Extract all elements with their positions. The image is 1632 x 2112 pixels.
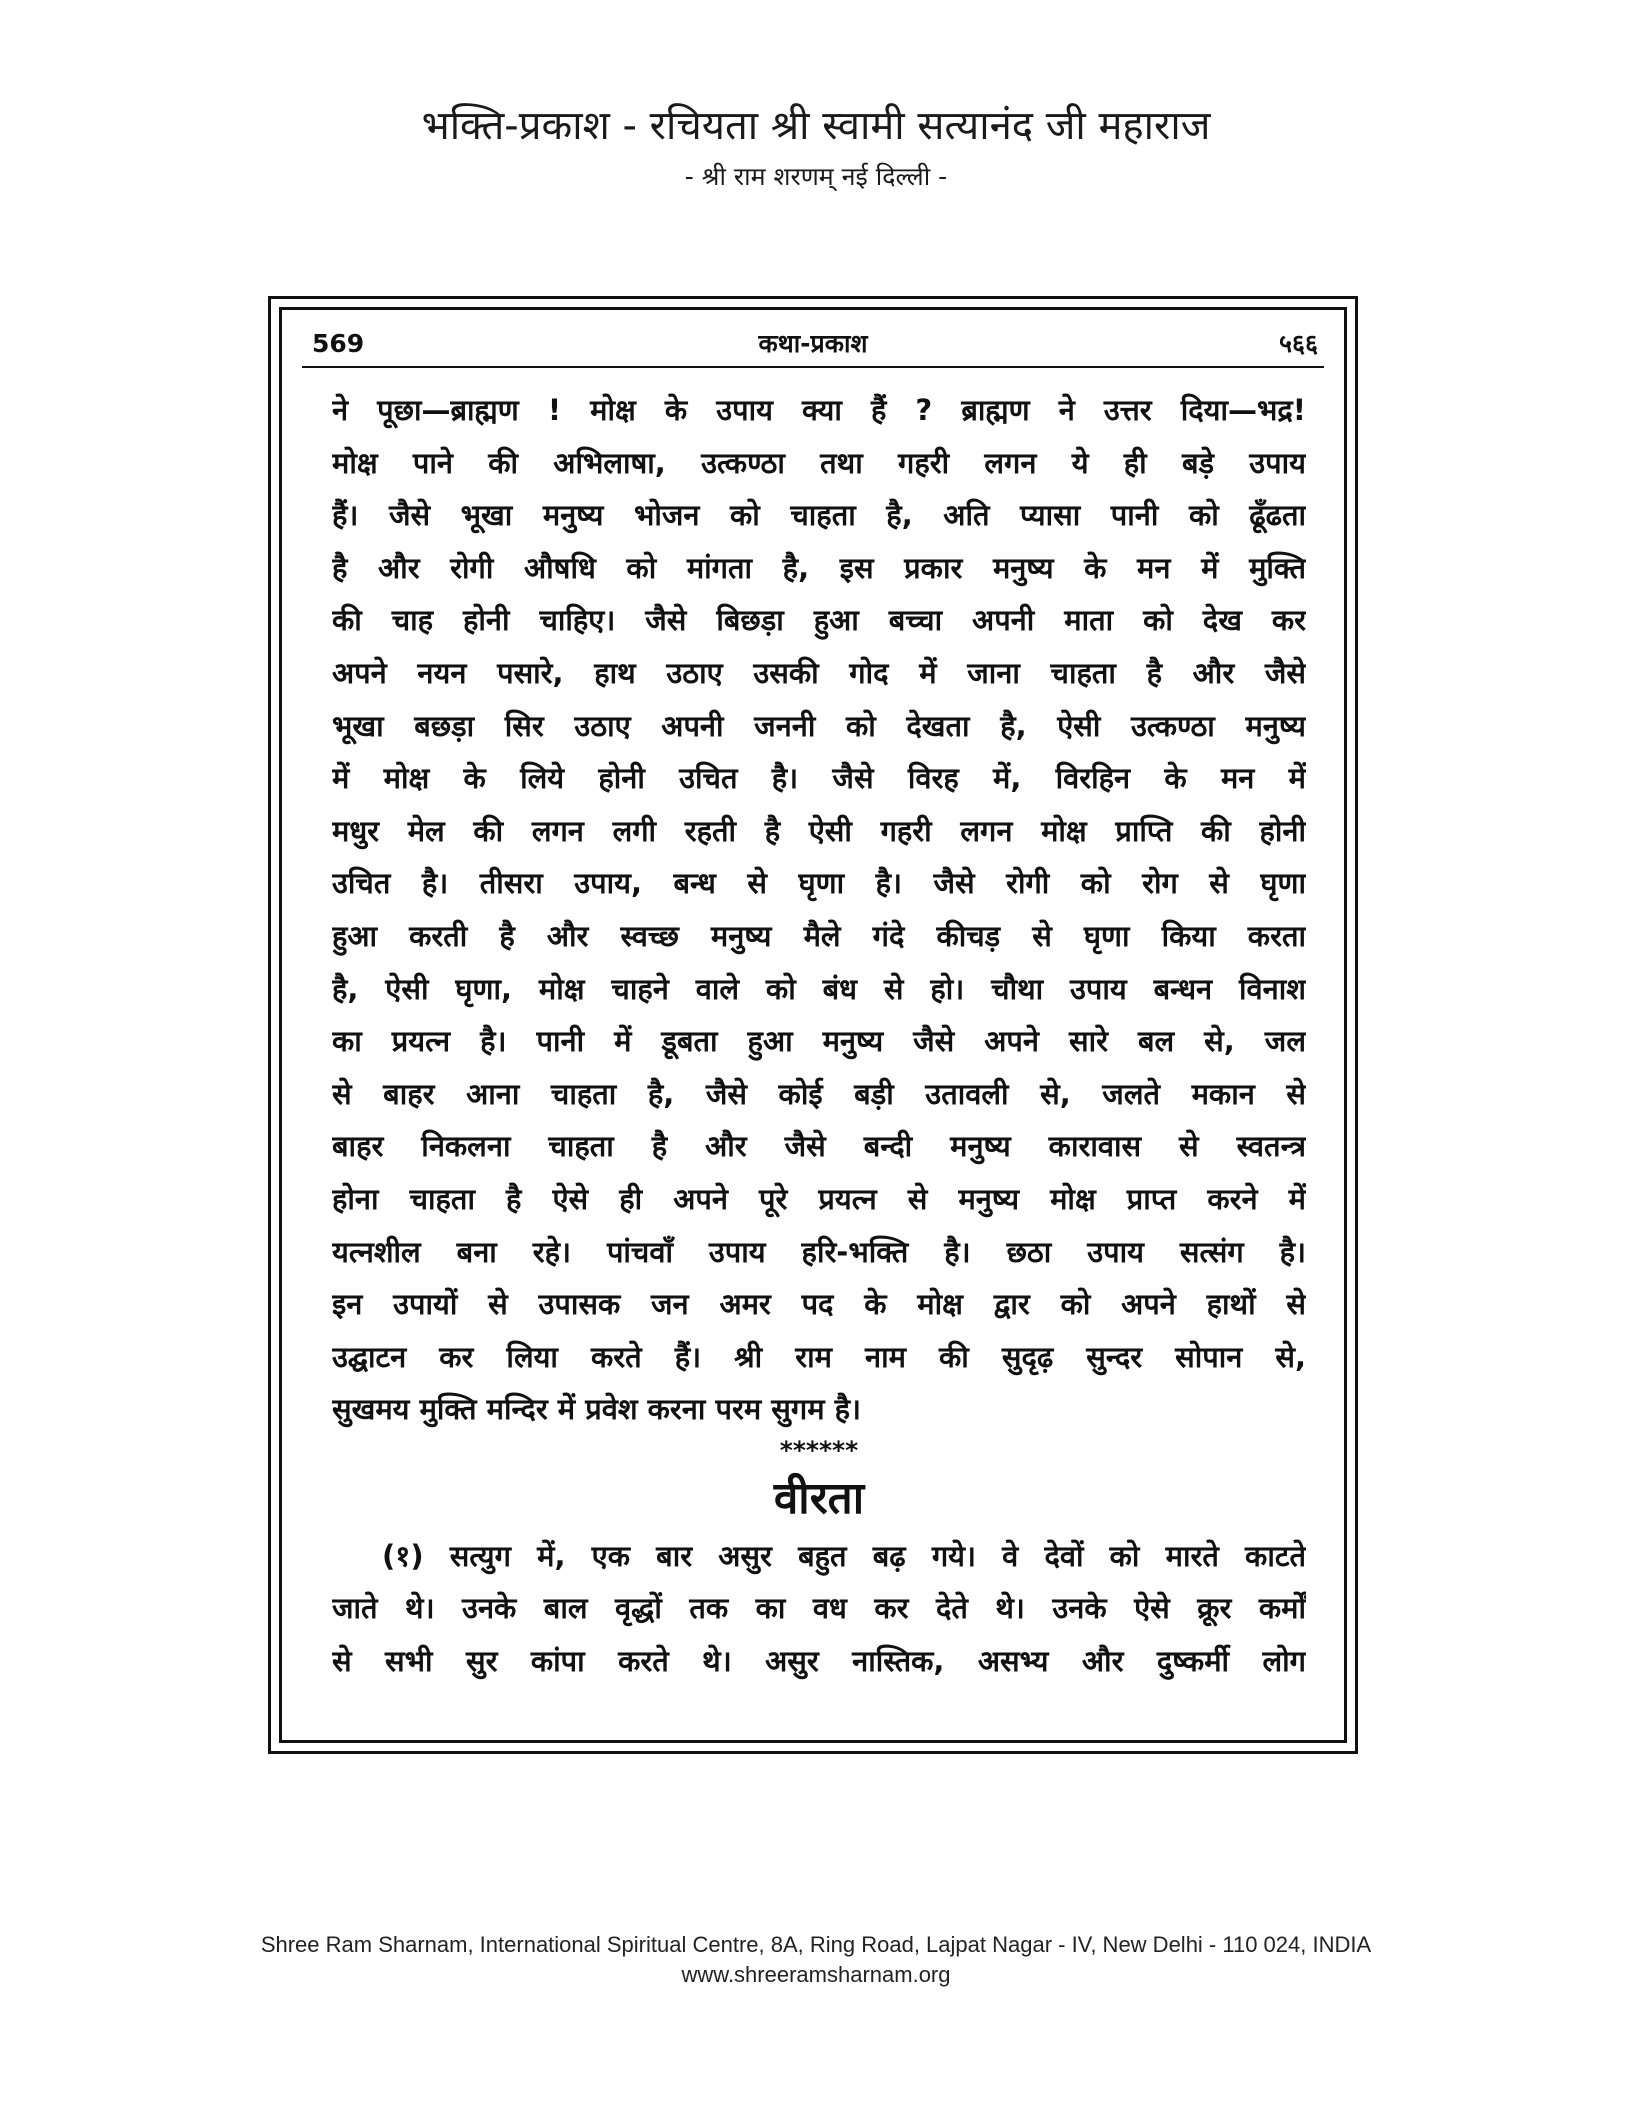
body-line: मधुर मेल की लगन लगी रहती है ऐसी गहरी लगन मोक्ष प्राप्ति की होनी	[332, 813, 1306, 848]
body-line: हुआ करती है और स्वच्छ मनुष्य मैले गंदे कीचड़ से घृणा किया करता	[332, 918, 1306, 953]
section-title: कथा-प्रकाश	[758, 329, 868, 358]
body-line: की चाह होनी चाहिए। जैसे बिछड़ा हुआ बच्चा अपनी माता को देख कर	[332, 603, 1306, 638]
book-title: भक्ति-प्रकाश - रचियता श्री स्वामी सत्यानंद जी महाराज	[421, 103, 1211, 149]
section-heading: वीरता	[773, 1472, 865, 1524]
page-header	[0, 98, 1632, 196]
body-line: अपने नयन पसारे, हाथ उठाए उसकी गोद में जाना चाहता है और जैसे	[332, 655, 1306, 690]
body-line: सुखमय मुक्ति मन्दिर में प्रवेश करना परम सुगम है।	[332, 1392, 862, 1427]
body-line: में मोक्ष के लिये होनी उचित है। जैसे विरह में, विरहिन के मन में	[332, 761, 1306, 796]
page-frame-inner	[279, 307, 1347, 1743]
section-line: जाते थे। उनके बाल वृद्धों तक का वध कर देते थे। उनके ऐसे क्रूर कर्मों	[332, 1591, 1306, 1626]
page-number-arabic: 569	[312, 329, 365, 358]
body-line: ने पूछा—ब्राह्मण ! मोक्ष के उपाय क्या हैं ? ब्राह्मण ने उत्तर दिया—भद्र!	[332, 393, 1306, 427]
body-line: से बाहर आना चाहता है, जैसे कोई बड़ी उतावली से, जलते मकान से	[332, 1076, 1306, 1111]
text-body	[332, 384, 1306, 1688]
section-separator: ******	[779, 1435, 859, 1465]
body-line: का प्रयत्न है। पानी में डूबता हुआ मनुष्य जैसे अपने सारे बल से, जल	[332, 1024, 1306, 1059]
footer-address: Shree Ram Sharnam, International Spiritual Centre, 8A, Ring Road, Lajpat Nagar - IV, New Delhi - 110 024, INDIA	[260, 1932, 1372, 1957]
body-line: है और रोगी औषधि को मांगता है, इस प्रकार मनुष्य के मन में मुक्ति	[332, 550, 1306, 585]
publisher-line: - श्री राम शरणम् नई दिल्ली -	[684, 162, 948, 191]
page-number-devanagari: ५६६	[1278, 329, 1318, 358]
page-footer	[0, 1930, 1632, 1990]
body-line: मोक्ष पाने की अभिलाषा, उत्कण्ठा तथा गहरी लगन ये ही बड़े उपाय	[332, 445, 1306, 480]
body-line: होना चाहता है ऐसे ही अपने पूरे प्रयत्न से मनुष्य मोक्ष प्राप्त करने में	[332, 1181, 1306, 1216]
body-line: यत्नशील बना रहे। पांचवाँ उपाय हरि-भक्ति है। छठा उपाय सत्संग है।	[332, 1234, 1306, 1269]
body-line: भूखा बछड़ा सिर उठाए अपनी जननी को देखता है, ऐसी उत्कण्ठा मनुष्य	[332, 708, 1306, 743]
body-line: उद्घाटन कर लिया करते हैं। श्री राम नाम की सुदृढ़ सुन्दर सोपान से,	[332, 1339, 1306, 1374]
body-line: है, ऐसी घृणा, मोक्ष चाहने वाले को बंध से हो। चौथा उपाय बन्धन विनाश	[332, 971, 1306, 1006]
body-line: उचित है। तीसरा उपाय, बन्ध से घृणा है। जैसे रोगी को रोग से घृणा	[332, 866, 1306, 901]
section-line: से सभी सुर कांपा करते थे। असुर नास्तिक, असभ्य और दुष्कर्मी लोग	[332, 1644, 1306, 1679]
footer-website: www.shreeramsharnam.org	[681, 1962, 951, 1987]
body-line: इन उपायों से उपासक जन अमर पद के मोक्ष द्वार को अपने हाथों से	[332, 1287, 1306, 1322]
page-frame	[268, 296, 1358, 1754]
section-line: (१) सत्युग में, एक बार असुर बहुत बढ़ गये। वे देवों को मारते काटते	[382, 1538, 1306, 1573]
running-head	[302, 326, 1324, 368]
body-line: हैं। जैसे भूखा मनुष्य भोजन को चाहता है, अति प्यासा पानी को ढूँढता	[332, 498, 1306, 533]
body-line: बाहर निकलना चाहता है और जैसे बन्दी मनुष्य कारावास से स्वतन्त्र	[332, 1129, 1306, 1164]
